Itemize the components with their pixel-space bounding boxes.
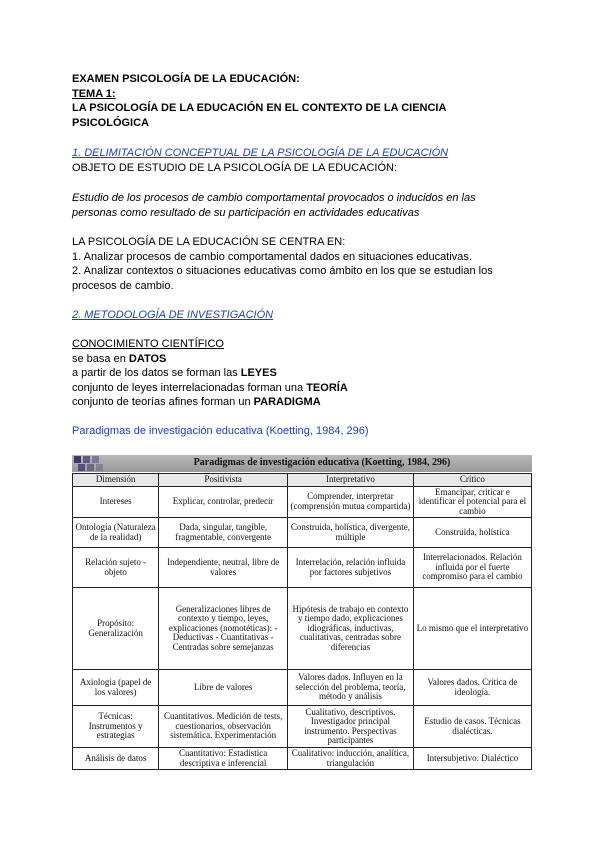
teoria-line: conjunto de leyes interrelacionadas forman una TEORÍA bbox=[72, 382, 348, 394]
table-cell: Axiología (papel de los valores) bbox=[73, 670, 159, 706]
table-cell: Dada, singular, tangible, fragmentable, convergente bbox=[159, 518, 288, 548]
table-cell: Comprender, interpretar (comprensión mutua compartida) bbox=[288, 486, 414, 518]
table-cell: Libre de valores bbox=[159, 670, 288, 706]
col-header: Dimensión bbox=[73, 474, 159, 487]
table-cell: Ontología (Naturaleza de la realidad) bbox=[73, 518, 159, 548]
paradigm-caption: Paradigmas de investigación educativa (Koetting, 1984, 296) bbox=[72, 425, 369, 437]
table-row bbox=[73, 518, 532, 548]
table-cell: Interrelacionados. Relación influida por el fuerte compromiso para el cambio bbox=[413, 548, 531, 588]
table-header-row bbox=[73, 474, 532, 487]
paradigma-line: conjunto de teorías afines forman un PARADIGMA bbox=[72, 396, 321, 408]
list-item-2-line2: procesos de cambio. bbox=[72, 280, 174, 292]
col-header: Positivista bbox=[159, 474, 288, 487]
table-cell: Hipótesis de trabajo en contexto y tiempo dado, explicaciones idiográficas, inductivas, cualitativas, centradas sobre diferencias bbox=[288, 588, 414, 670]
exam-title: EXAMEN PSICOLOGÍA DE LA EDUCACIÓN: bbox=[72, 73, 300, 85]
table-cell: Construida, holística, divergente, múltiple bbox=[288, 518, 414, 548]
table-row bbox=[73, 548, 532, 588]
table-cell: Explicar, controlar, predecir bbox=[159, 486, 288, 518]
table-cell: Propósito: Generalización bbox=[73, 588, 159, 670]
table-cell: Valores dados. Crítica de ideología. bbox=[413, 670, 531, 706]
table-cell: Construida, holística bbox=[413, 518, 531, 548]
table-row bbox=[73, 706, 532, 748]
table-cell: Generalizaciones libres de contexto y tiempo, leyes, explicaciones (nomotéticas): - Deductivas - Cuantitativas - Centradas sobre semejanzas bbox=[159, 588, 288, 670]
table-cell: Cualitativo: inducción, analítica, triangulación bbox=[288, 748, 414, 770]
table-cell: Independiente, neutral, libre de valores bbox=[159, 548, 288, 588]
datos-line: se basa en DATOS bbox=[72, 353, 167, 365]
table-row bbox=[73, 588, 532, 670]
table-cell: Relación sujeto - objeto bbox=[73, 548, 159, 588]
table-cell: Cuantitativos. Medición de tests, cuestionarios, observación sistemática. Experimentación bbox=[159, 706, 288, 748]
table-title-bar bbox=[72, 455, 532, 472]
table-cell: Intereses bbox=[73, 486, 159, 518]
table-cell: Estudio de casos. Técnicas dialécticas. bbox=[413, 706, 531, 748]
centra-heading: LA PSICOLOGÍA DE LA EDUCACIÓN SE CENTRA EN: bbox=[72, 236, 346, 248]
paradigm-table-image bbox=[72, 455, 532, 767]
table-cell: Valores dados. Influyen en la selección del problema, teoría, método y análisis bbox=[288, 670, 414, 706]
list-item-2-line1: 2. Analizar contextos o situaciones educativas como ámbito en los que se estudian los bbox=[72, 265, 493, 277]
paradigm-table bbox=[72, 473, 532, 770]
table-cell: Intersubjetivo. Dialéctico bbox=[413, 748, 531, 770]
table-cell: Lo mismo que el interpretativo bbox=[413, 588, 531, 670]
table-cell: Interrelación, relación influida por factores subjetivos bbox=[288, 548, 414, 588]
leyes-line: a partir de los datos se forman las LEYES bbox=[72, 367, 277, 379]
table-cell: Cuantitativo: Estadística descriptiva e inferencial bbox=[159, 748, 288, 770]
conocimiento-heading: CONOCIMIENTO CIENTÍFICO bbox=[72, 338, 224, 350]
subtitle-line1: LA PSICOLOGÍA DE LA EDUCACIÓN EN EL CONTEXTO DE LA CIENCIA bbox=[72, 102, 447, 114]
section2-link[interactable]: 2. METODOLOGÍA DE INVESTIGACIÓN bbox=[72, 309, 274, 321]
table-cell: Técnicas: Instrumentos y estrategias bbox=[73, 706, 159, 748]
list-item-1: 1. Analizar procesos de cambio comportamental dados en situaciones educativas. bbox=[72, 251, 472, 263]
col-header: Crítico bbox=[413, 474, 531, 487]
table-row bbox=[73, 748, 532, 770]
object-heading: OBJETO DE ESTUDIO DE LA PSICOLOGÍA DE LA EDUCACIÓN: bbox=[72, 162, 397, 174]
table-cell: Análisis de datos bbox=[73, 748, 159, 770]
col-header: Interpretativo bbox=[288, 474, 414, 487]
subtitle-line2: PSICOLÓGICA bbox=[72, 117, 150, 129]
definition-line2: personas como resultado de su participación en actividades educativas bbox=[72, 207, 420, 219]
table-cell: Cualitativo, descriptivos. Investigador principal instrumento. Perspectivas participantes bbox=[288, 706, 414, 748]
definition-line1: Estudio de los procesos de cambio comportamental provocados o inducidos en las bbox=[72, 192, 476, 204]
table-row bbox=[73, 486, 532, 518]
section1-link[interactable]: 1. DELIMITACIÓN CONCEPTUAL DE LA PSICOLOGÍA DE LA EDUCACIÓN bbox=[72, 147, 449, 159]
tema-label: TEMA 1: bbox=[72, 88, 116, 100]
table-cell: Emancipar, criticar e identificar el potencial para el cambio bbox=[413, 486, 531, 518]
table-row bbox=[73, 670, 532, 706]
table-title: Paradigmas de investigación educativa (Koetting, 1984, 296) bbox=[193, 457, 451, 468]
